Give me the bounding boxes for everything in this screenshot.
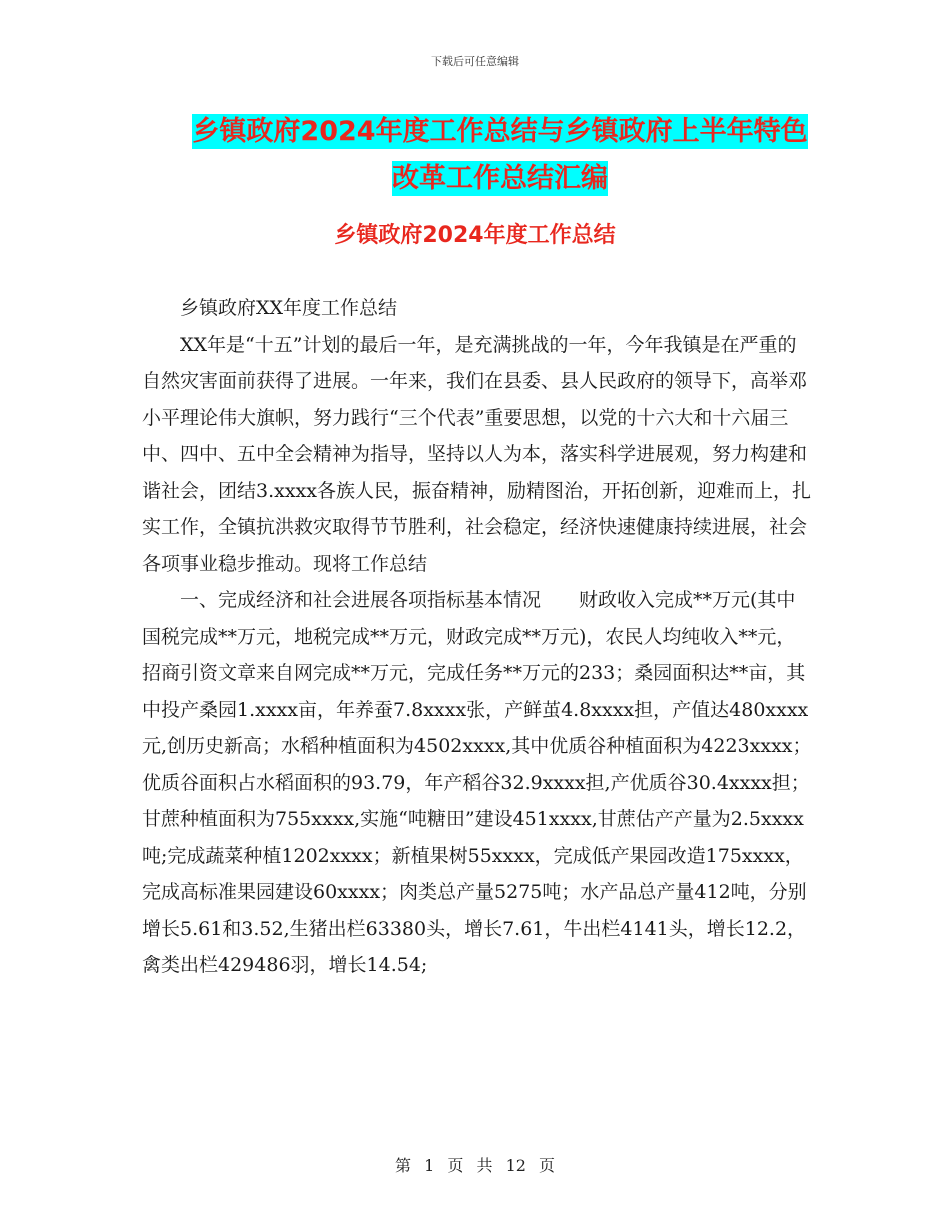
document-title-text: 乡镇政府2024年度工作总结与乡镇政府上半年特色改革工作总结汇编 xyxy=(192,116,808,194)
paragraph-intro: XX年是“十五”计划的最后一年，是充满挑战的一年，今年我镇是在严重的自然灾害面前获得了进展。一年来，我们在县委、县人民政府的领导下，高举邓小平理论伟大旗帜，努力践行“三个代表”重要思想，以党的十六大和十六届三中、四中、五中全会精神为指导，坚持以人为本，落实科学进展观，努力构建和谐社会，团结3.xxxx各族人民，振奋精神，励精图治，开拓创新，迎难而上，扎实工作，全镇抗洪救灾取得节节胜利，社会稳定，经济快速健康持续进展，社会各项事业稳步推动。现将工作总结 xyxy=(142,333,811,575)
document-body xyxy=(142,290,812,984)
footer-label-mid: 页 xyxy=(447,1156,464,1175)
paragraph-heading: 乡镇政府XX年度工作总结 xyxy=(180,297,398,319)
footer-current-page: 1 xyxy=(424,1156,435,1175)
section-title: 乡镇政府2024年度工作总结 xyxy=(334,223,616,248)
footer-label-post: 页 xyxy=(539,1156,556,1175)
header-note: 下载后可任意编辑 xyxy=(431,55,519,68)
footer-total-label: 共 xyxy=(476,1156,493,1175)
footer-label-pre: 第 xyxy=(394,1156,411,1175)
document-title xyxy=(190,108,810,202)
page-footer xyxy=(0,1153,950,1176)
footer-total-pages: 12 xyxy=(505,1156,526,1175)
paragraph-indicators: 一、完成经济和社会进展各项指标基本情况 财政收入完成**万元(其中国税完成**万元，地税完成**万元，财政完成**万元)，农民人均纯收入**元，招商引资文章来自网完成**万元，完成任务**万元的233；桑园面积达**亩，其中投产桑园1.xxxx亩，年养蚕7.8xxxx张，产鲜茧4.8xxxx担，产值达480xxxx元,创历史新高；水稻种植面积为4502xxxx,其中优质谷种植面积为4223xxxx；优质谷面积占水稻面积的93.79，年产稻谷32.9xxxx担,产优质谷30.4xxxx担；甘蔗种植面积为755xxxx,实施“吨糖田”建设451xxxx,甘蔗估产产量为2.5xxxx吨;完成蔬菜种植1202xxxx；新植果树55xxxx，完成低产果园改造175xxxx，完成高标准果园建设60xxxx；肉类总产量5275吨；水产品总产量412吨，分别增长5.61和3.52,生猪出栏63380头，增长7.61，牛出栏4141头，增长12.2，禽类出栏429486羽，增长14.54; xyxy=(142,589,812,976)
